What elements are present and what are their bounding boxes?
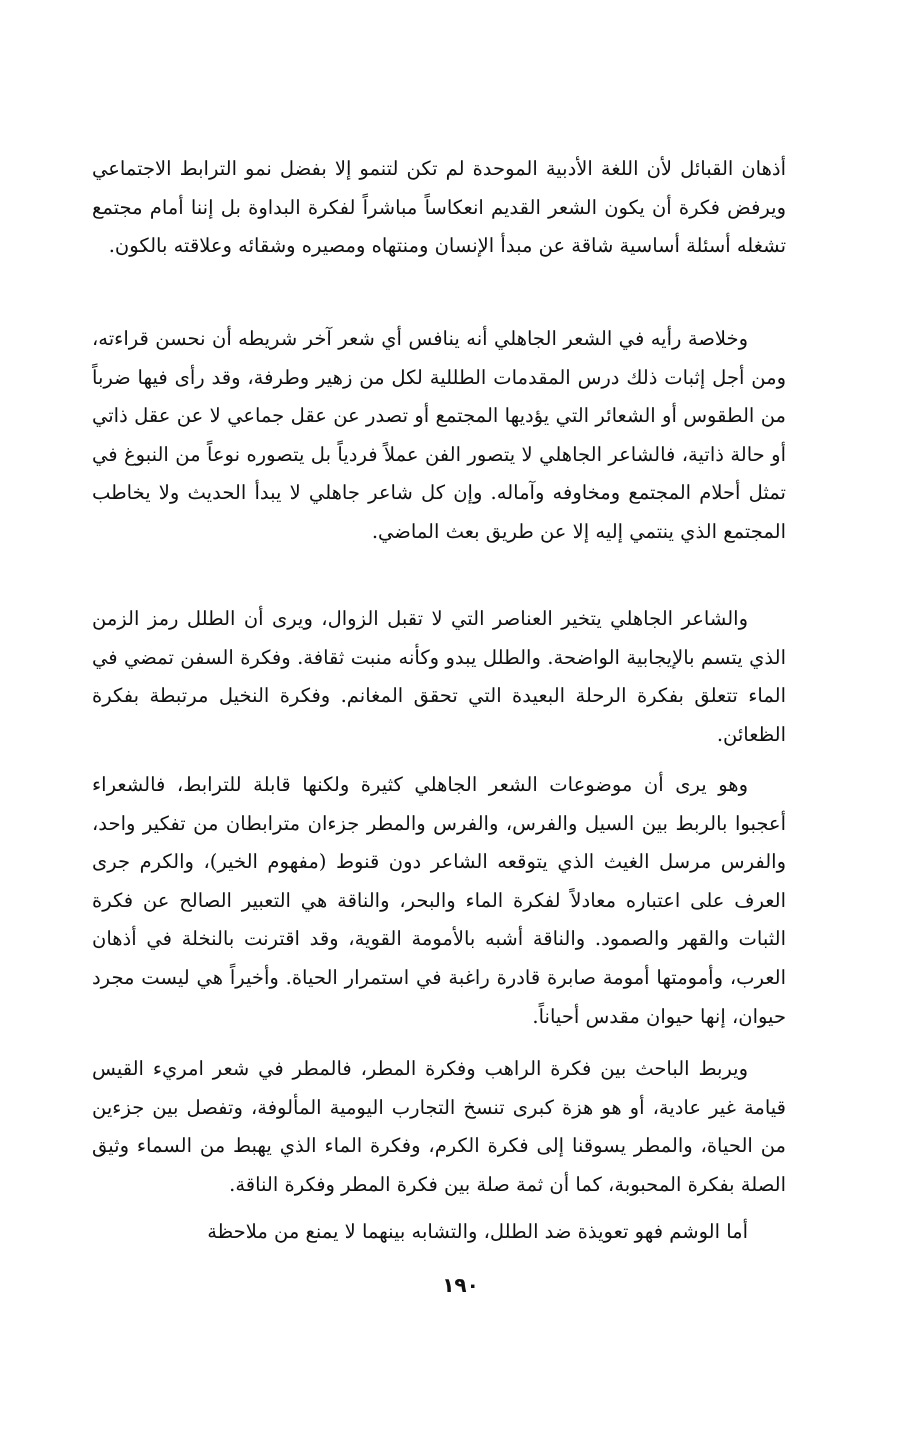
page-number: ١٩٠ — [442, 1273, 479, 1297]
paragraph-5: ويربط الباحث بين فكرة الراهب وفكرة المطر، فالمطر في شعر امريء القيس قيامة غير عادية، أو هو هزة كبرى تنسخ التجارب اليومية المألوفة، وتفصل بين جزءين من الحياة، والمطر يسوقنا إلى فكرة الكرم، وفكرة الماء الذي يهبط من السماء وثيق الصلة بفكرة المحبوبة، كما أن ثمة صلة بين فكرة المطر وفكرة الناقة. — [92, 1057, 786, 1196]
paragraph-4: وهو يرى أن موضوعات الشعر الجاهلي كثيرة ولكنها قابلة للترابط، فالشعراء أعجبوا بالربط بين السيل والفرس، والفرس والمطر جزءان مترابطان من تفكير واحد، والفرس مرسل الغيث الذي يتوقعه الشاعر دون قنوط (مفهوم الخير)، والكرم جرى العرف على اعتباره معادلاً لفكرة الماء والبحر، والناقة هي التعبير الصالح عن فكرة الثبات والقهر والصمود. والناقة أشبه بالأمومة القوية، وقد اقترنت بالنخلة في أذهان العرب، وأمومتها أمومة صابرة قادرة راغبة في استمرار الحياة. وأخيراً هي ليست مجرد حيوان، إنها حيوان مقدس أحياناً. — [92, 773, 786, 1028]
paragraph-1: أذهان القبائل لأن اللغة الأدبية الموحدة لم تكن لتنمو إلا بفضل نمو الترابط الاجتماعي ويرفض فكرة أن يكون الشعر القديم انعكاساً مباشراً لفكرة البداوة بل إننا أمام مجتمع تشغله أسئلة أساسية شاقة عن مبدأ الإنسان ومنتهاه ومصيره وشقائه وعلاقته بالكون. — [92, 157, 786, 258]
paragraph-3: والشاعر الجاهلي يتخير العناصر التي لا تقبل الزوال، ويرى أن الطلل رمز الزمن الذي يتسم بالإيجابية الواضحة. والطلل يبدو وكأنه منبت ثقافة. وفكرة السفن تمضي في الماء تتعلق بفكرة الرحلة البعيدة التي تحقق المغانم. وفكرة النخيل مرتبطة بفكرة الظعائن. — [92, 607, 786, 746]
paragraph-6: أما الوشم فهو تعويذة ضد الطلل، والتشابه بينهما لا يمنع من ملاحظة — [207, 1220, 748, 1243]
paragraph-2: وخلاصة رأيه في الشعر الجاهلي أنه ينافس أي شعر آخر شريطه أن نحسن قراءته، ومن أجل إثبات ذلك درس المقدمات الطللية لكل من زهير وطرفة، وقد رأى فيها ضرباً من الطقوس أو الشعائر التي يؤديها المجتمع أو تصدر عن عقل جماعي لا عن عقل ذاتي أو حالة ذاتية، فالشاعر الجاهلي لا يتصور الفن عملاً فردياً بل يتصوره نوعاً من النبوغ في تمثل أحلام المجتمع ومخاوفه وآماله. وإن كل شاعر جاهلي لا يبدأ الحديث ولا يخاطب المجتمع الذي ينتمي إليه إلا عن طريق بعث الماضي. — [92, 327, 786, 543]
body-text — [92, 0, 786, 1435]
